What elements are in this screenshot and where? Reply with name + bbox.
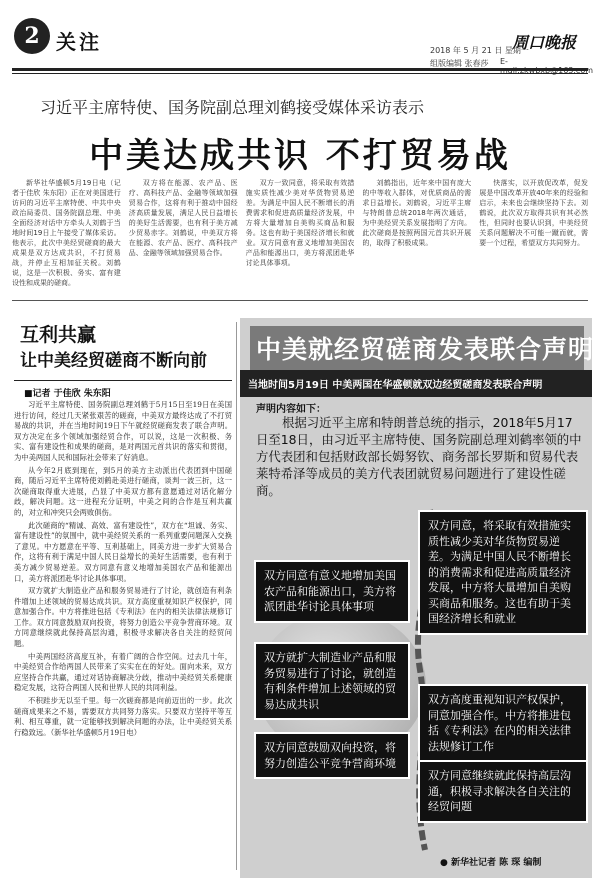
- date-line: 2018 年 5 月 21 日 星期一: [430, 46, 529, 55]
- paragraph: 习近平主席特使、国务院副总理刘鹤于5月15日至19日在美国进行访问，经过几天紧张艰苦的磋商，中美双方最终达成了不打贸易战的共识，并在当地时间19日下午就经贸磋商发表了联合声明。双方决定在多个领域加强经贸合作，可以说，这是一次积极、务实、富有建设性和成果的磋商，是对两国元首共识的落实和贯彻，为中美两国人民和国际社会带来了好消息。: [14, 400, 232, 462]
- header-rule: [12, 68, 588, 74]
- newspaper-logo: 周口晚报: [512, 33, 577, 52]
- byline: ■记者 于佳欣 朱东阳: [24, 389, 111, 399]
- left-article-subtitle: 让中美经贸磋商不断向前: [20, 351, 207, 371]
- left-article-rule: [14, 380, 232, 381]
- statement-card: 双方同意有意义地增加美国农产品和能源出口，美方将派团赴华讨论具体事项: [254, 560, 410, 623]
- main-column: 快落实，以开放促改革，促发展是中国改革开放40年来的经验和启示，未来也会继续坚持下去。刘鹤说，此次双方取得共识有其必然性，但同时也要认识到，中美经贸关系问题解决不可能一蹴而就，需要一个过程，希望双方共同努力。: [479, 179, 588, 247]
- section-title: 关注: [56, 30, 102, 54]
- paragraph: 此次磋商的“精诚、高效、富有建设性”，双方在“坦诚、务实、富有建设性”的氛围中，就中美经贸关系的一系列重要问题深入交换了意见。中方愿意在平等、互利基础上，同美方进一步扩大贸易合作，这将有利于满足中国人民日益增长的美好生活需要，也有利于美方减少贸易逆差。双方同意有意义地增加美国农产品和能源出口，美方将派团赴华讨论具体事项。: [14, 520, 232, 583]
- statement-cards: [240, 508, 592, 858]
- paragraph: 中美两国经济高度互补，有着广阔的合作空间。过去几十年，中美经贸合作给两国人民带来了实实在在的好处。面向未来，双方应坚持合作共赢，通过对话协商解决分歧，推动中美经贸关系健康稳定发展，这符合两国人民和世界人民的共同利益。: [14, 651, 232, 693]
- kicker: 习近平主席特使、国务院副总理刘鹤接受媒体采访表示: [40, 98, 425, 117]
- credit-text: 新华社记者 陈 琛 编制: [451, 858, 542, 868]
- graphic-credit: [440, 855, 541, 868]
- statement-card: 双方同意继续就此保持高层沟通，积极寻求解决各自关注的经贸问题: [418, 760, 588, 823]
- left-article-body: [14, 400, 232, 844]
- statement-label: 声明内容如下：: [256, 404, 326, 415]
- main-body: [12, 178, 588, 296]
- section-divider: [12, 300, 588, 301]
- statement-card: 双方同意鼓励双向投资，将努力创造公平竞争营商环境: [254, 732, 410, 779]
- xinhua-logo-icon: ●: [440, 858, 448, 868]
- main-column: 新华社华盛顿5月19日电（记者于佳欣 朱东阳）正在对美国进行访问的习近平主席特使、中共中央政治局委员、国务院副总理、中美全面经济对话中方牵头人刘鹤于当地时间19日上午接受了媒体采访。他表示，此次中美经贸磋商的最大成果是双方达成共识，不打贸易战，并停止互相加征关税。刘鹤说，这是一次积极、务实、富有建设性和成果的磋商。: [12, 179, 121, 287]
- main-headline: 中美达成共识 不打贸易战: [89, 136, 511, 176]
- statement-card: 双方高度重视知识产权保护，同意加强合作。中方将推进包括《专利法》在内的相关法律法规修订工作: [418, 684, 588, 762]
- paragraph: 从今年2月底到现在，到5月的美方主动派出代表团到中国磋商，随后习近平主席特使刘鹤赴美进行磋商，谈判一波三折，这一次磋商取得重大进展，凸显了中美双方都有意愿通过对话化解分歧，解决问题。这一进程充分证明，中美之间的合作是互利共赢的，对立和冲突只会两败俱伤。: [14, 465, 232, 517]
- main-column: 双方将在能源、农产品、医疗、高科技产品、金融等领域加强贸易合作，这将有利于推动中国经济高质量发展，满足人民日益增长的美好生活需要，也有利于美方减少贸易赤字。刘鹤说，中美双方将在能源、农产品、医疗、高科技产品、金融等领域加强贸易合作。: [128, 179, 238, 257]
- editor-line: 组版编辑 张春莎: [430, 59, 489, 68]
- main-column: 双方一致同意，将采取有效措施实质性减少美对华货物贸易逆差。为满足中国人民不断增长的消费需求和促进高质量经济发展，中方将大量增加自美购买商品和服务。这也有助于美国经济增长和就业。双方同意有意义地增加美国农产品和能源出口，美方将派团赴华讨论具体事项。: [245, 179, 355, 267]
- statement-title: 中美就经贸磋商发表联合声明: [250, 326, 584, 370]
- email: E-mail:zkwbxb@163.com: [500, 57, 593, 75]
- statement-card: 双方就扩大制造业产品和服务贸易进行了讨论，就创造有利条件增加上述领域的贸易达成共识: [254, 642, 410, 720]
- main-column: 刘鹤指出，近年来中国有庞大的中等收入群体，对优质商品的需求日益增长。刘鹤说，习近平主席与特朗普总统2018年两次通话，为中美经贸关系发展指明了方向。此次磋商是按照两国元首共识开展的，取得了积极成果。: [362, 179, 472, 247]
- left-article-title: 互利共赢: [20, 324, 97, 346]
- statement-card: 双方同意，将采取有效措施实质性减少美对华货物贸易逆差。为满足中国人民不断增长的消费需求和促进高质量经济发展，中方将大量增加自美购买商品和服务。这也有助于美国经济增长和就业: [418, 510, 588, 635]
- paragraph: 不积跬步无以至千里。每一次磋商都是向前迈出的一步。此次磋商成果来之不易，需要双方共同努力落实。只要双方坚持平等互利、相互尊重，就一定能够找到解决问题的办法，让中美经贸关系行稳致远。（新华社华盛顿5月19日电）: [14, 696, 232, 737]
- statement-intro: 根据习近平主席和特朗普总统的指示，2018年5月17日至18日，由习近平主席特使、国务院副总理刘鹤率领的中方代表团和包括财政部长姆努钦、商务部长罗斯和贸易代表莱特希泽等成员的美方代表团就贸易问题进行了建设性磋商。: [256, 415, 582, 498]
- paragraph: 双方就扩大制造业产品和服务贸易进行了讨论，就创造有利条件增加上述领域的贸易达成共识。双方高度重视知识产权保护，同意加强合作。中方将推进包括《专利法》在内的相关法律法规修订工作。双方同意鼓励双向投资，将努力创造公平竞争营商环境。双方同意继续就此保持高层沟通，积极寻求解决各自关注的经贸问题。: [14, 586, 232, 649]
- statement-subtitle: 当地时间5月19日 中美两国在华盛顿就双边经贸磋商发表联合声明: [240, 370, 592, 397]
- page-number-badge: 2: [14, 18, 50, 54]
- column-divider: [236, 322, 237, 870]
